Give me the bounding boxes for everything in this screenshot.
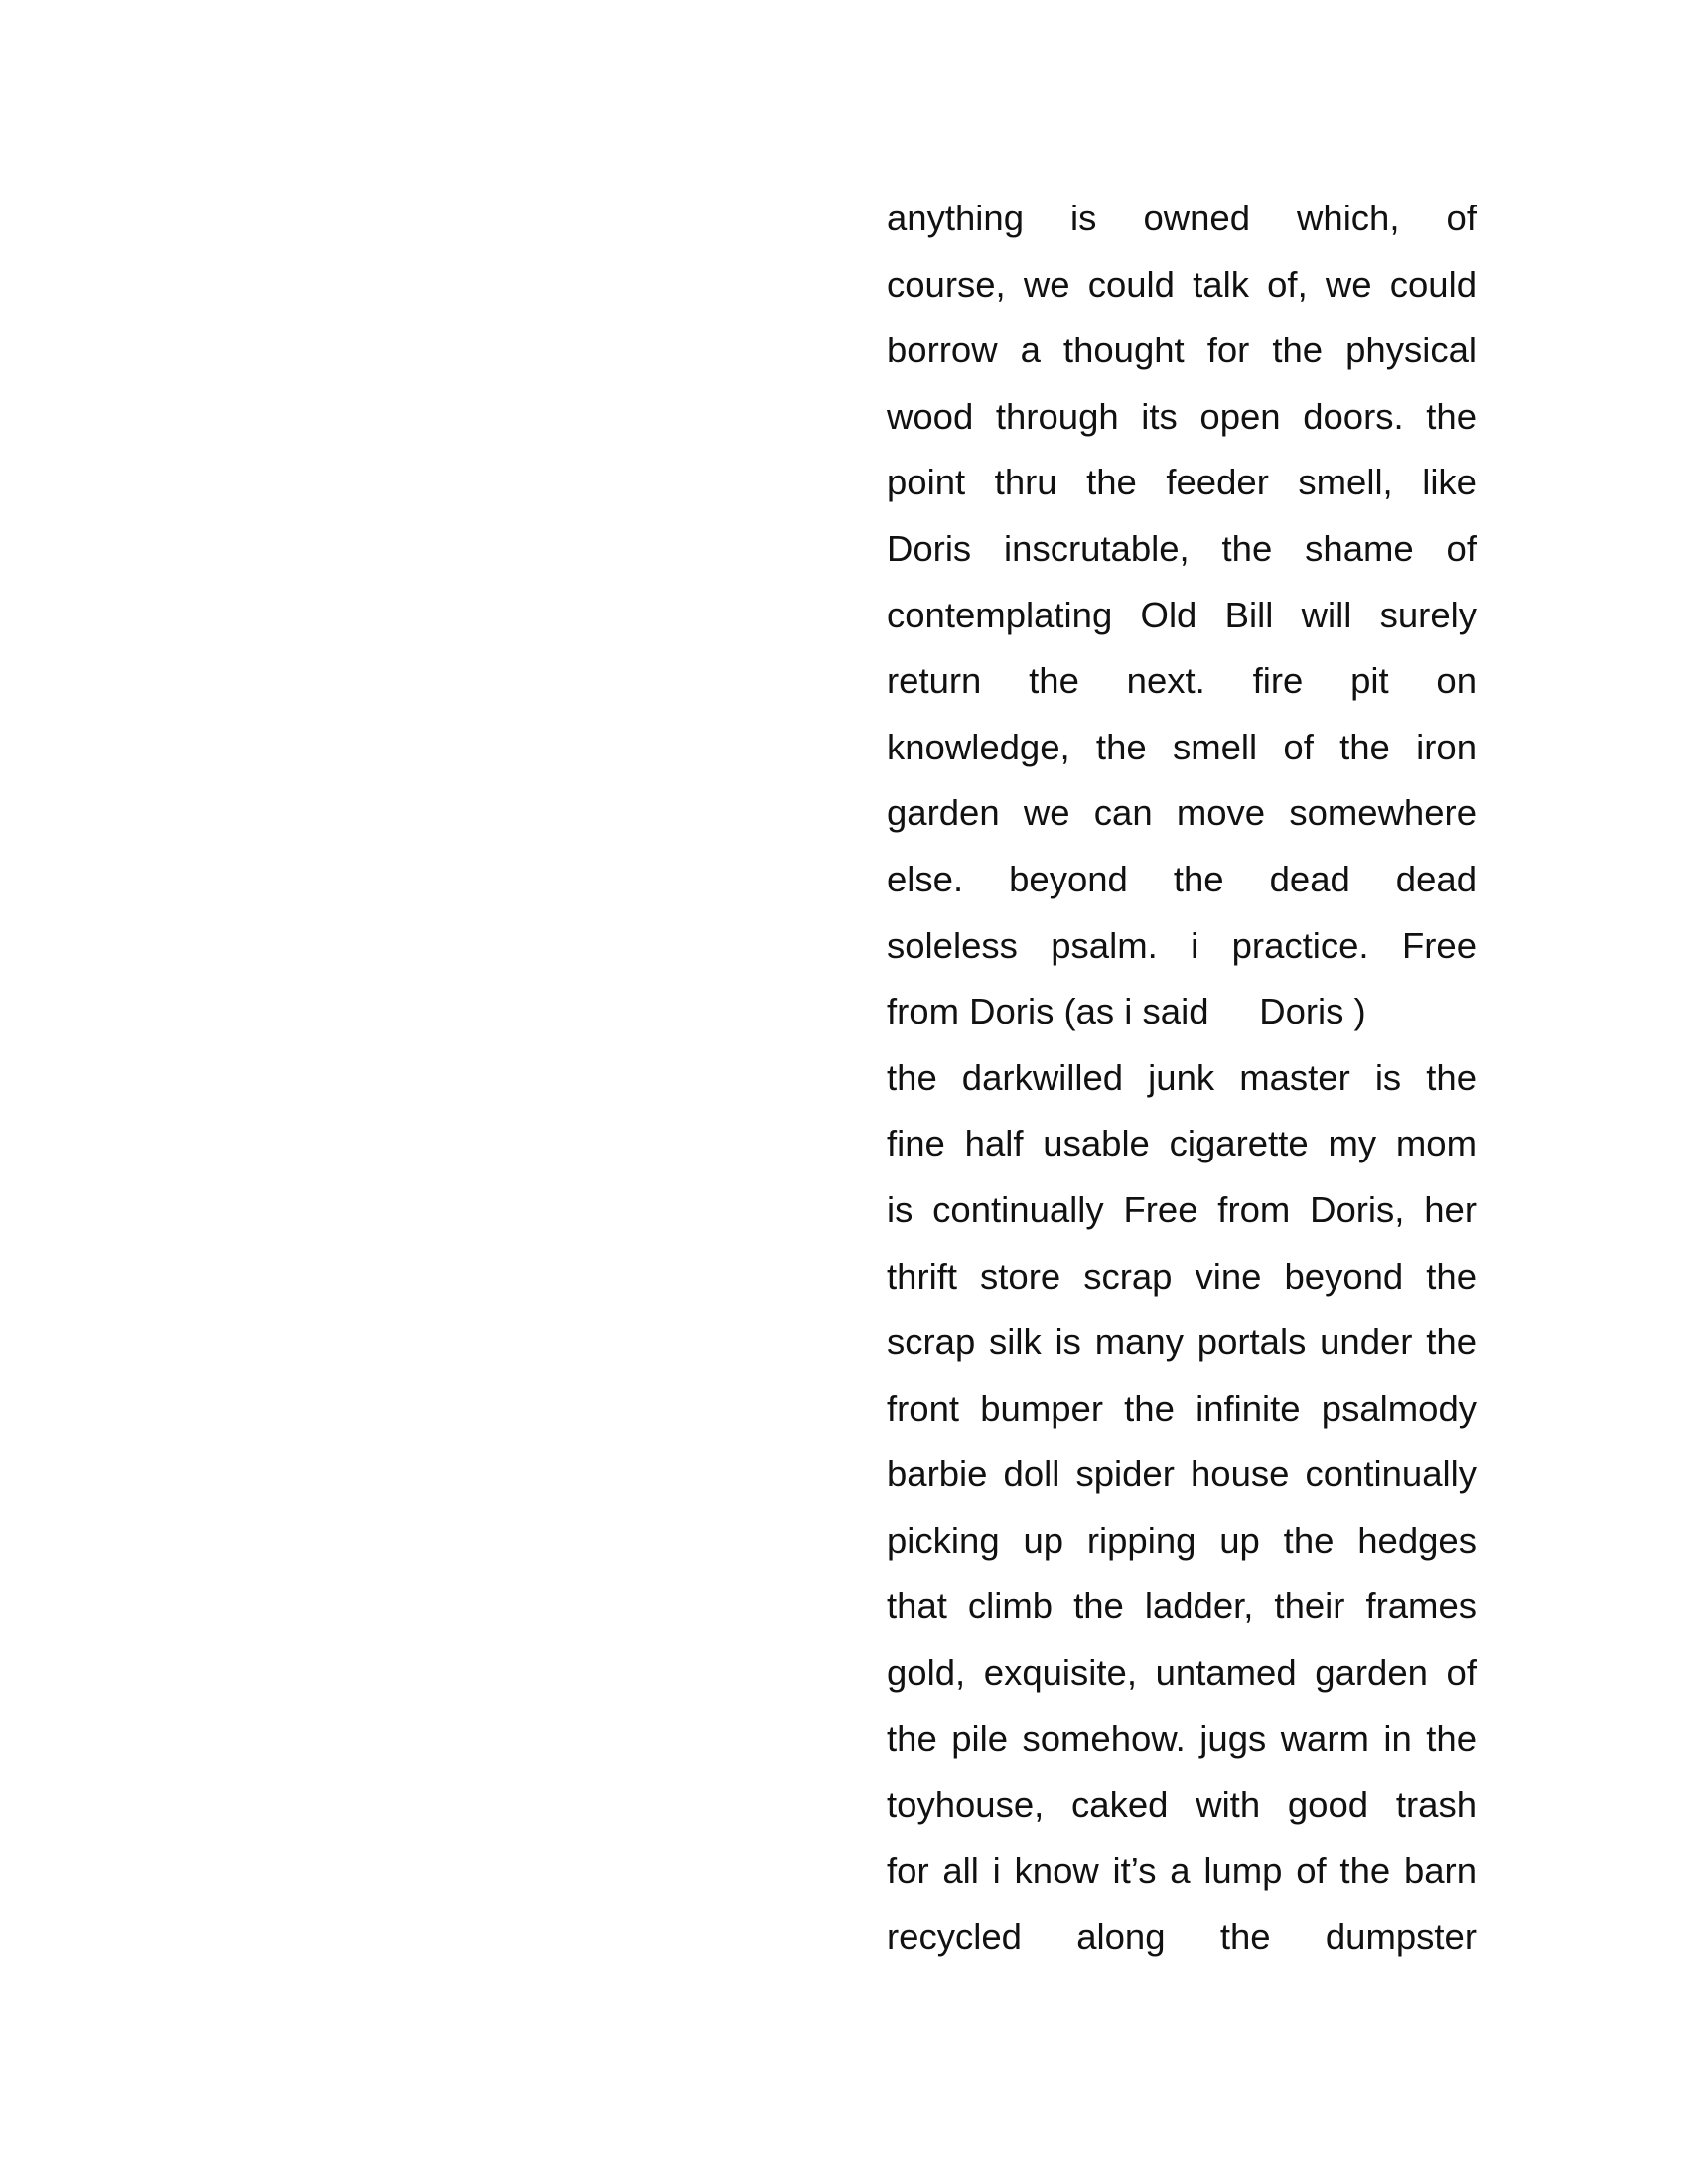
- text-line: picking up ripping up the hedges: [887, 1519, 1477, 1561]
- text-line: point thru the feeder smell, like: [887, 462, 1477, 503]
- text-line: recycled along the dumpster: [887, 1916, 1477, 1958]
- text-line: garden we can move somewhere: [887, 792, 1477, 834]
- text-line: fine half usable cigarette my mom: [887, 1123, 1477, 1164]
- text-line: front bumper the infinite psalmody: [887, 1387, 1477, 1429]
- text-line: wood through its open doors. the: [887, 395, 1477, 437]
- text-line: soleless psalm. i practice. Free: [887, 924, 1477, 966]
- text-line: from Doris (as i said Doris ): [887, 991, 1366, 1032]
- text-line: barbie doll spider house continually: [887, 1453, 1477, 1495]
- text-line: is continually Free from Doris, her: [887, 1188, 1477, 1230]
- text-line: the darkwilled junk master is the: [887, 1056, 1477, 1098]
- text-line: thrift store scrap vine beyond the: [887, 1255, 1477, 1297]
- text-line: toyhouse, caked with good trash: [887, 1784, 1477, 1826]
- text-line: the pile somehow. jugs warm in the: [887, 1717, 1477, 1759]
- text-line: else. beyond the dead dead: [887, 858, 1477, 899]
- text-line: Doris inscrutable, the shame of: [887, 527, 1477, 569]
- text-line: anything is owned which, of: [887, 198, 1477, 238]
- text-line: that climb the ladder, their frames: [887, 1585, 1477, 1627]
- text-line: scrap silk is many portals under the: [887, 1321, 1477, 1363]
- text-line: return the next. fire pit on: [887, 660, 1477, 702]
- poem-text-block: [887, 194, 1477, 1979]
- text-line: for all i know it’s a lump of the barn: [887, 1849, 1477, 1891]
- text-line: borrow a thought for the physical: [887, 330, 1477, 371]
- text-line: contemplating Old Bill will surely: [887, 594, 1477, 635]
- text-line: knowledge, the smell of the iron: [887, 726, 1477, 767]
- text-line: gold, exquisite, untamed garden of: [887, 1652, 1477, 1694]
- text-line: course, we could talk of, we could: [887, 263, 1477, 305]
